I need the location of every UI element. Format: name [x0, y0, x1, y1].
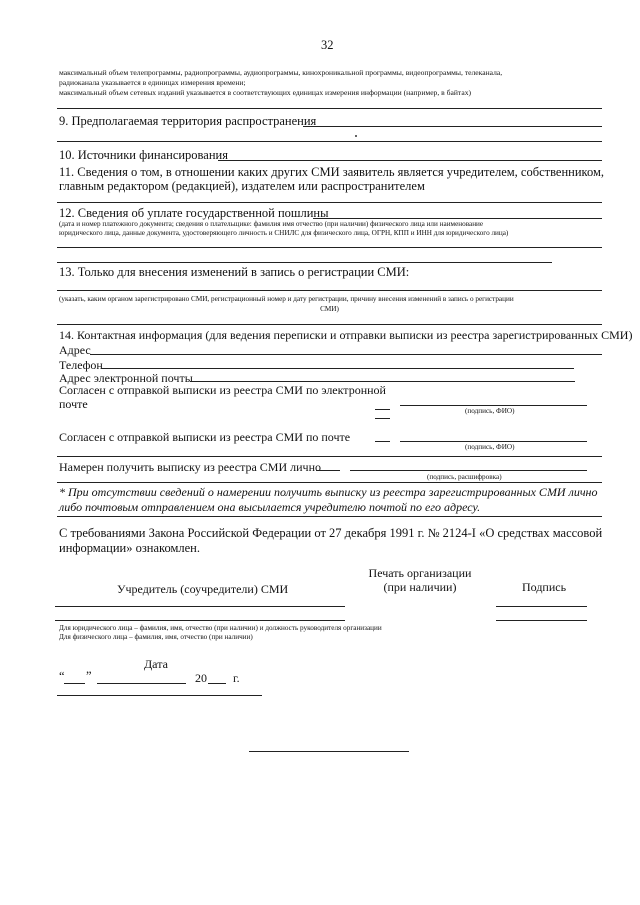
- seal-label-line2: (при наличии): [383, 580, 457, 594]
- personal-pickup: Намерен получить выписку из реестра СМИ лично: [59, 460, 322, 474]
- divider: [57, 516, 602, 517]
- address-label: Адрес: [59, 343, 91, 357]
- founder-name-field[interactable]: [55, 606, 345, 607]
- acknowledgement-line2: информации» ознакомлен.: [59, 541, 200, 555]
- section13-label: 13. Только для внесения изменений в запись о регистрации СМИ:: [59, 265, 410, 279]
- consent-email-signature-field[interactable]: [400, 405, 587, 406]
- header-note-3: максимальный объем сетевых изданий указывается в соответствующих единицах измерения информации (например, в байтах): [59, 88, 472, 97]
- founder-label: Учредитель (соучредители) СМИ: [117, 582, 289, 596]
- address-field[interactable]: [90, 354, 602, 355]
- signature-hint: (подпись, ФИО): [465, 407, 515, 415]
- header-note-1: максимальный объем телепрограммы, радиопрограммы, аудиопрограммы, кинохроникальной программы, видеопрограммы, телеканала,: [59, 68, 503, 77]
- speck: [355, 135, 357, 137]
- date-month-field[interactable]: [97, 683, 186, 684]
- date-label: Дата: [144, 657, 168, 671]
- territory-field-line2[interactable]: [57, 141, 602, 142]
- phone-field[interactable]: [101, 368, 574, 369]
- changes-field[interactable]: [57, 290, 602, 291]
- territory-field[interactable]: [303, 126, 602, 127]
- divider: [57, 108, 602, 109]
- signature-label: Подпись: [522, 580, 567, 594]
- section11-line2: главным редактором (редакцией), издателем или распространителем: [59, 179, 425, 193]
- footnote-line1: * При отсутствии сведений о намерении получить выписку из реестра зарегистрированных СМИ лично: [59, 485, 598, 499]
- header-note-2: радиоканала указывается в единицах измерения времени;: [59, 78, 246, 87]
- consent-email-mark-line2[interactable]: [375, 418, 390, 419]
- divider: [57, 482, 602, 483]
- date-day-field[interactable]: [64, 683, 85, 684]
- email-label: Адрес электронной почты: [59, 371, 193, 385]
- footnote-line2: либо почтовым отправлением она высылается учредителю почтой по его адресу.: [59, 500, 481, 514]
- date-year-suffix: г.: [233, 671, 240, 685]
- acknowledgement-line1: С требованиями Закона Российской Федерации от 27 декабря 1991 г. № 2124-I «О средствах массовой: [59, 526, 603, 540]
- email-field[interactable]: [190, 381, 575, 382]
- section11-line1: 11. Сведения о том, в отношении каких других СМИ заявитель является учредителем, собственником,: [59, 165, 605, 179]
- divider: [57, 456, 602, 457]
- bottom-line: [249, 751, 409, 752]
- section10-label: 10. Источники финансирования: [59, 148, 228, 162]
- phone-label: Телефон: [59, 358, 103, 372]
- consent-post: Согласен с отправкой выписки из реестра СМИ по почте: [59, 430, 351, 444]
- page-number: 32: [321, 38, 334, 52]
- consent-email-line2: почте: [59, 397, 88, 411]
- financing-field[interactable]: [218, 160, 602, 161]
- section12-label: 12. Сведения об уплате государственной пошлины: [59, 206, 329, 220]
- signature-field-line2[interactable]: [496, 620, 587, 621]
- date-year-field[interactable]: [208, 683, 226, 684]
- founder-name-field-line2[interactable]: [55, 620, 345, 621]
- other-media-field[interactable]: [57, 202, 602, 203]
- date-close-quote: ”: [86, 669, 92, 683]
- consent-email-line1: Согласен с отправкой выписки из реестра СМИ по электронной: [59, 383, 386, 397]
- natural-person-hint: Для физического лица – фамилия, имя, отчество (при наличии): [59, 633, 253, 641]
- seal-label-line1: Печать организации: [368, 566, 472, 580]
- consent-email-mark[interactable]: [375, 409, 390, 410]
- duty-field-line3[interactable]: [57, 262, 552, 263]
- consent-post-mark[interactable]: [375, 441, 390, 442]
- date-underline: [57, 695, 262, 696]
- section12-hint-1: (дата и номер платежного документа; сведения о плательщике: фамилия имя отчество (при наличии) физического лица или наименование: [59, 220, 484, 228]
- personal-mark[interactable]: [316, 470, 340, 471]
- changes-field-line2[interactable]: [57, 324, 602, 325]
- signature-field[interactable]: [496, 606, 587, 607]
- section9-label: 9. Предполагаемая территория распространения: [59, 114, 317, 128]
- duty-field[interactable]: [313, 218, 602, 219]
- section13-hint-2: СМИ): [320, 305, 339, 313]
- signature-hint: (подпись, расшифровка): [427, 473, 502, 481]
- duty-field-line2[interactable]: [57, 247, 602, 248]
- section13-hint-1: (указать, каким органом зарегистрировано СМИ, регистрационный номер и дату регистрации, причину внесения изменений в запись о регистрации: [59, 295, 514, 303]
- section14-label: 14. Контактная информация (для ведения переписки и отправки выписки из реестра зарегистрированных СМИ): [59, 328, 633, 342]
- consent-post-signature-field[interactable]: [400, 441, 587, 442]
- legal-entity-hint: Для юридического лица – фамилия, имя, отчество (при наличии) и должность руководителя организации: [59, 624, 382, 632]
- personal-signature-field[interactable]: [350, 470, 587, 471]
- date-year-prefix: 20: [195, 671, 207, 685]
- signature-hint: (подпись, ФИО): [465, 443, 515, 451]
- section12-hint-2: юридического лица, данные документа, удостоверяющего личность и СНИЛС для физического лица, ОГРН, КПП и ИНН для юридического лица): [59, 229, 509, 237]
- date-open-quote: “: [59, 669, 65, 683]
